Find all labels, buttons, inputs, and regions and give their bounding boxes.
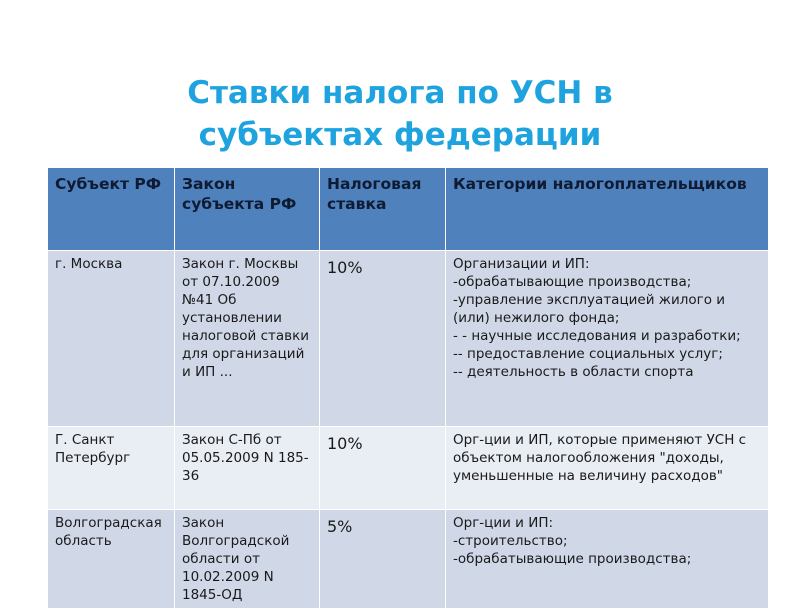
cell-rate: 10%	[320, 427, 446, 510]
cell-subject: Г. Санкт Петербург	[48, 427, 175, 510]
slide-title-line-1: Ставки налога по УСН в	[187, 75, 613, 111]
cell-categories	[446, 510, 769, 609]
cell-rate: 10%	[320, 251, 446, 427]
table-header-row	[48, 168, 769, 251]
tax-rates-table	[47, 167, 769, 609]
category-line: Организации и ИП:	[453, 256, 590, 272]
category-line: -обрабатывающие производства;	[453, 551, 692, 567]
slide-title	[0, 72, 800, 156]
category-line: -- предоставление социальных услуг;	[453, 346, 723, 362]
cell-law: Закон Волгоградской области от 10.02.2009 N 1845-ОД	[175, 510, 320, 609]
header-categories: Категории налогоплательщиков	[446, 168, 769, 251]
cell-law: Закон г. Москвы от 07.10.2009 №41 Об установлении налоговой ставки для организаций и ИП ...	[175, 251, 320, 427]
category-line: -строительство;	[453, 533, 568, 549]
cell-subject: Волгоградская область	[48, 510, 175, 609]
table-row	[48, 510, 769, 609]
category-line: - - научные исследования и разработки;	[453, 328, 741, 344]
category-line: Орг-ции и ИП, которые применяют УСН с объектом налогообложения "доходы, уменьшенные на величину расходов"	[453, 432, 747, 484]
slide-title-line-2: субъектах федерации	[198, 117, 602, 153]
cell-categories	[446, 427, 769, 510]
header-subject: Субъект РФ	[48, 168, 175, 251]
cell-law: Закон С-Пб от 05.05.2009 N 185-36	[175, 427, 320, 510]
table-row	[48, 251, 769, 427]
category-line: Орг-ции и ИП:	[453, 515, 554, 531]
table-row	[48, 427, 769, 510]
cell-rate: 5%	[320, 510, 446, 609]
cell-subject: г. Москва	[48, 251, 175, 427]
header-law: Закон субъекта РФ	[175, 168, 320, 251]
cell-categories	[446, 251, 769, 427]
category-line: -обрабатывающие производства; -управление эксплуатацией жилого и (или) нежилого фонда;	[453, 274, 726, 326]
header-rate: Налоговая ставка	[320, 168, 446, 251]
category-line: -- деятельность в области спорта	[453, 364, 694, 380]
